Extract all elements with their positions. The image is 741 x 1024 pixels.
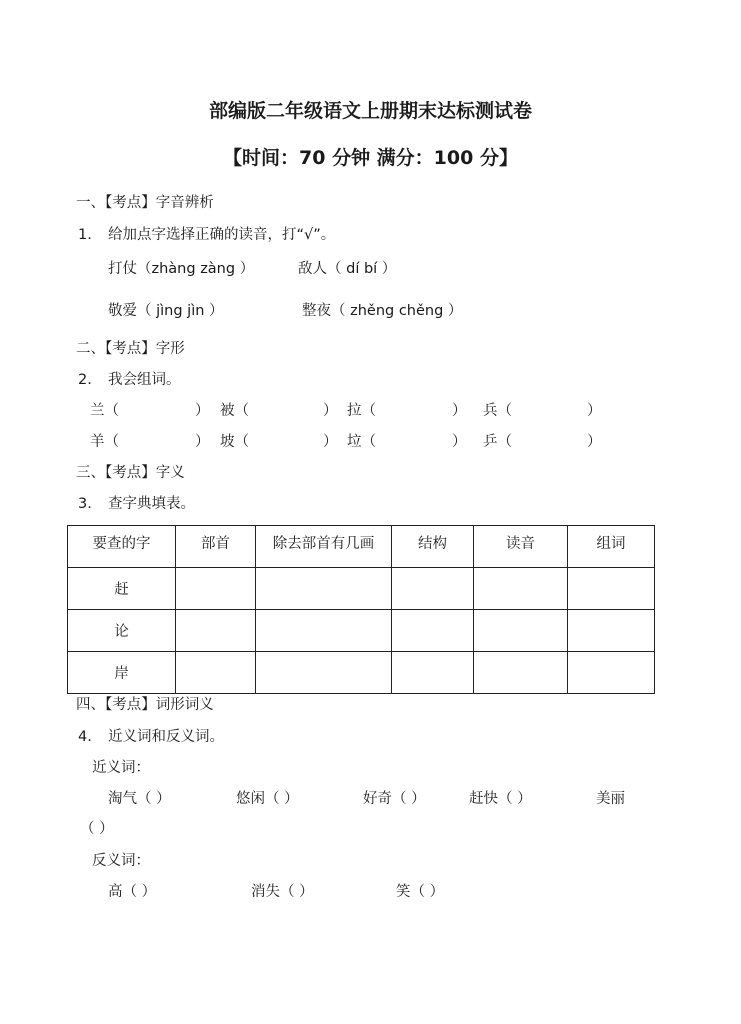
table-header: 结构: [392, 526, 474, 568]
synonym-item: 赶快（ ）: [469, 791, 532, 807]
antonym-item: 笑（ ）: [396, 884, 445, 900]
table-cell-blank: [256, 652, 392, 694]
question-3-number: 3.: [78, 496, 92, 512]
table-cell-blank: [474, 610, 568, 652]
section-4-heading: 四、【考点】词形词义: [76, 697, 214, 713]
synonym-item: 淘气（ ）: [108, 791, 171, 807]
table-header: 读音: [474, 526, 568, 568]
exam-info: 【时间：70 分钟 满分：100 分】: [223, 147, 518, 169]
synonym-item-wrap: （ ）: [80, 821, 114, 837]
synonym-item: 美丽: [596, 791, 625, 807]
table-row: [68, 610, 655, 652]
word-blank-close: ）: [323, 434, 338, 450]
question-1-text: 给加点字选择正确的读音，打“√”。: [108, 227, 336, 243]
table-row: [68, 652, 655, 694]
pinyin-choice: 打仗（zhàng zàng ）: [108, 261, 255, 277]
table-cell-blank: [568, 568, 655, 610]
word-blank-close: ）: [195, 403, 210, 419]
table-cell-blank: [474, 568, 568, 610]
word-blank-open: 垃（: [347, 434, 376, 450]
table-header: 组词: [568, 526, 655, 568]
word-blank-open: 乒（: [483, 434, 512, 450]
word-blank-close: ）: [195, 434, 210, 450]
page-title: 部编版二年级语文上册期末达标测试卷: [208, 100, 532, 122]
word-blank-close: ）: [323, 403, 338, 419]
table-row: [68, 568, 655, 610]
section-3-heading: 三、【考点】字义: [76, 465, 185, 481]
pinyin-choice: 整夜（ zhěng chěng ）: [302, 303, 463, 319]
table-cell-blank: [568, 652, 655, 694]
table-cell-blank: [256, 610, 392, 652]
synonym-item: 悠闲（ ）: [236, 791, 299, 807]
pinyin-choice: 敬爱（ jìng jìn ）: [108, 303, 224, 319]
table-cell-blank: [392, 610, 474, 652]
section-2-heading: 二、【考点】字形: [76, 341, 185, 357]
table-cell-blank: [568, 610, 655, 652]
question-4-text: 近义词和反义词。: [108, 729, 224, 745]
table-cell-blank: [256, 568, 392, 610]
word-blank-open: 兵（: [483, 403, 512, 419]
word-blank-close: ）: [452, 403, 467, 419]
word-blank-open: 坡（: [220, 434, 249, 450]
antonym-item: 消失（ ）: [251, 884, 314, 900]
table-cell-blank: [474, 652, 568, 694]
table-cell-blank: [392, 568, 474, 610]
table-cell-character: 论: [68, 610, 176, 652]
question-1-number: 1.: [78, 227, 92, 243]
word-blank-open: 兰（: [90, 403, 119, 419]
table-header: 部首: [176, 526, 256, 568]
table-header: 除去部首有几画: [256, 526, 392, 568]
table-cell-blank: [176, 652, 256, 694]
section-1-heading: 一、【考点】字音辨析: [76, 195, 214, 211]
dictionary-table: [67, 525, 655, 694]
table-cell-blank: [176, 610, 256, 652]
question-3-text: 查字典填表。: [108, 496, 195, 512]
word-blank-close: ）: [452, 434, 467, 450]
word-blank-close: ）: [587, 403, 602, 419]
table-cell-character: 岸: [68, 652, 176, 694]
question-4-number: 4.: [78, 729, 92, 745]
word-blank-open: 拉（: [347, 403, 376, 419]
synonym-label: 近义词：: [92, 760, 150, 776]
word-blank-open: 被（: [220, 403, 249, 419]
table-cell-blank: [392, 652, 474, 694]
question-2-text: 我会组词。: [108, 372, 181, 388]
antonym-item: 高（ ）: [108, 884, 157, 900]
table-cell-blank: [176, 568, 256, 610]
question-2-number: 2.: [78, 372, 92, 388]
pinyin-choice: 敌人（ dí bí ）: [298, 261, 397, 277]
table-header: 要查的字: [68, 526, 176, 568]
antonym-label: 反义词：: [92, 853, 150, 869]
table-header-row: [68, 526, 655, 568]
synonym-item: 好奇（ ）: [363, 791, 426, 807]
word-blank-close: ）: [587, 434, 602, 450]
word-blank-open: 羊（: [90, 434, 119, 450]
table-cell-character: 赶: [68, 568, 176, 610]
